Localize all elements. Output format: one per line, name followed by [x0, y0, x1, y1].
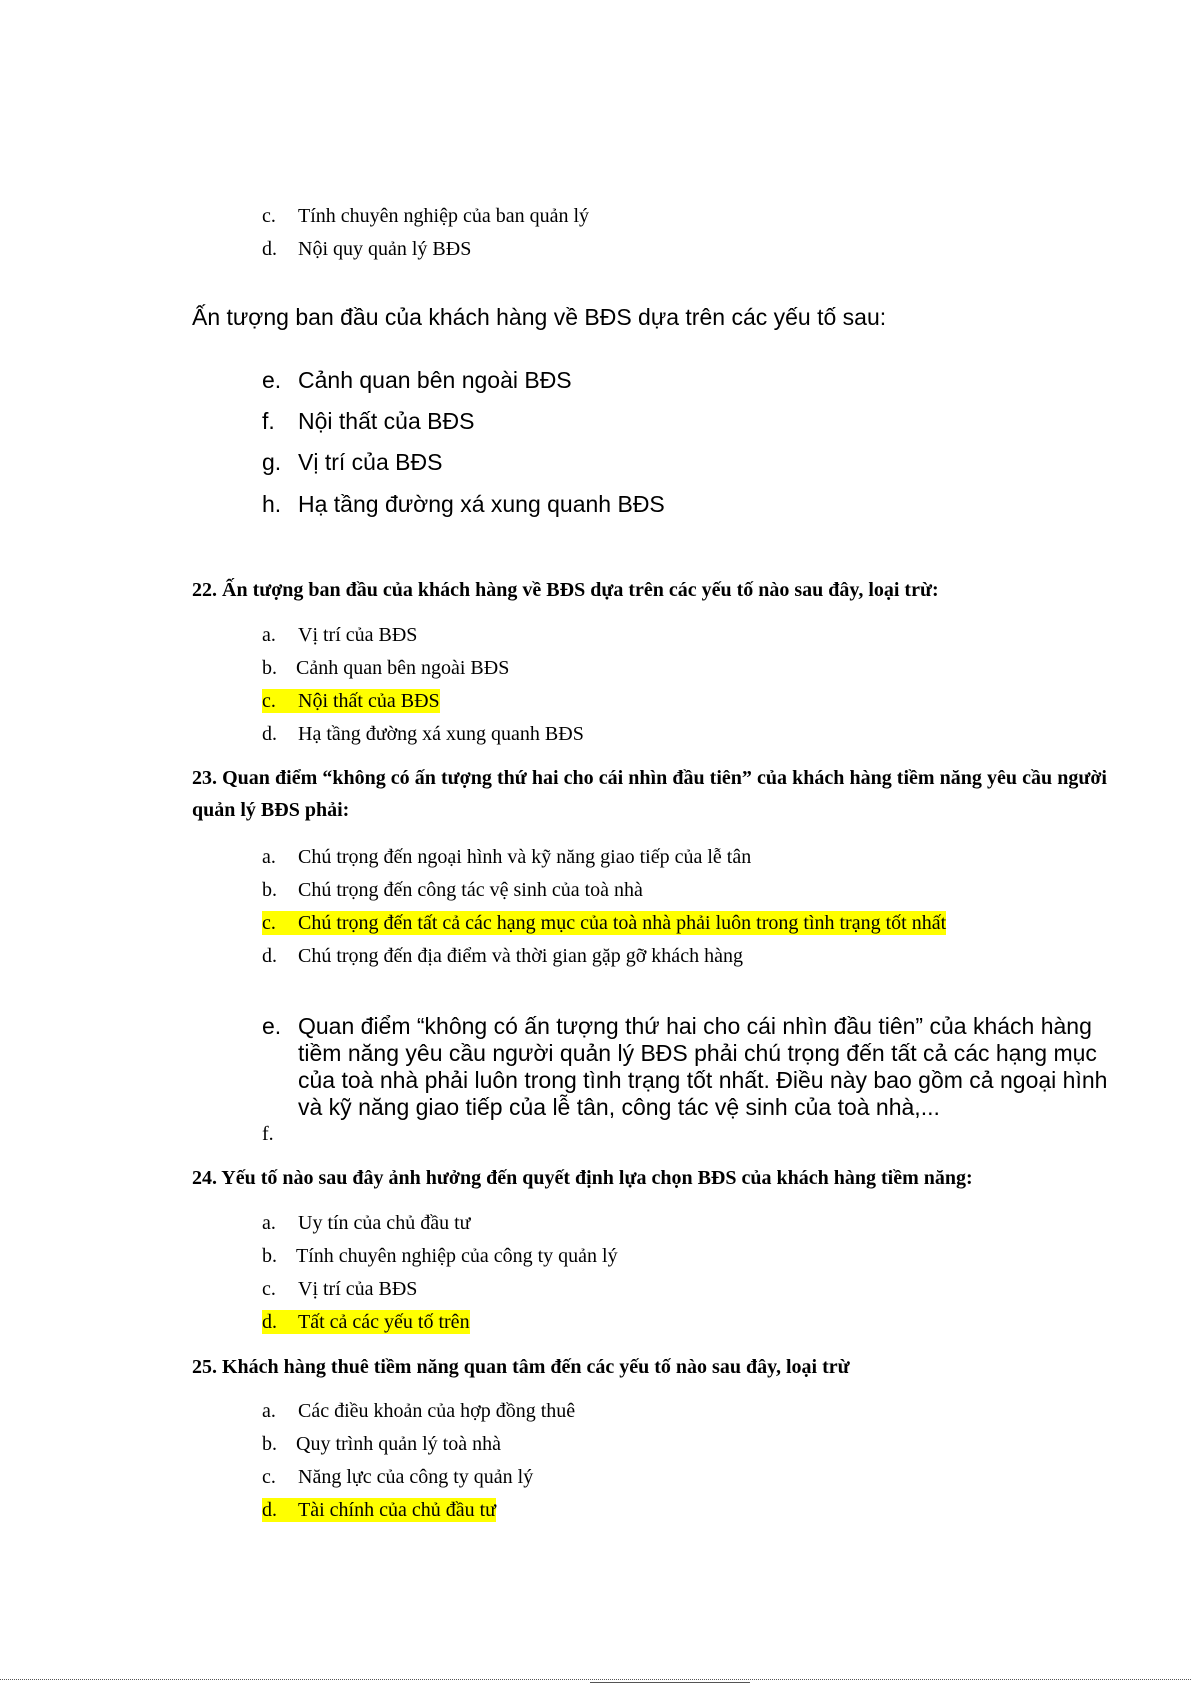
option-text: Nội thất của BĐS: [298, 690, 440, 712]
option-letter: a.: [262, 1212, 276, 1234]
option-letter: d.: [262, 723, 277, 745]
option-letter: d.: [262, 238, 277, 260]
q25-option-a: [262, 1399, 575, 1423]
q24-option-b: [262, 1244, 618, 1268]
option-letter: a.: [262, 846, 276, 868]
option-text: Quy trình quản lý toà nhà: [296, 1433, 501, 1455]
q22-option-d: [262, 722, 584, 746]
option-text: Cảnh quan bên ngoài BĐS: [296, 657, 510, 679]
option-text: Các điều khoản của hợp đồng thuê: [298, 1400, 576, 1422]
note-letter: h.: [262, 491, 282, 517]
option-text: Tính chuyên nghiệp của công ty quản lý: [296, 1245, 618, 1267]
option-text: Uy tín của chủ đầu tư: [298, 1212, 471, 1234]
option-letter: c.: [262, 1278, 276, 1300]
note-item-g: [262, 448, 442, 476]
option-c: [262, 204, 589, 228]
q23-option-c-answer: [262, 911, 946, 935]
question-24: 24. Yếu tố nào sau đây ảnh hưởng đến quyết định lựa chọn BĐS của khách hàng tiềm năng:: [192, 1167, 973, 1189]
option-text: Chú trọng đến địa điểm và thời gian gặp gỡ khách hàng: [298, 945, 743, 967]
option-letter: b.: [262, 657, 277, 679]
option-letter: c.: [262, 205, 276, 227]
option-text: Chú trọng đến công tác vệ sinh của toà nhà: [298, 879, 643, 901]
q22-option-b: [262, 656, 509, 680]
q23-option-a: [262, 845, 751, 869]
q25-option-b: [262, 1432, 501, 1456]
q22-option-a: [262, 623, 417, 647]
note-letter: e.: [262, 367, 282, 393]
option-text: Chú trọng đến ngoại hình và kỹ năng giao tiếp của lễ tân: [298, 846, 752, 868]
q23-option-d: [262, 944, 743, 968]
option-text: Tài chính của chủ đầu tư: [298, 1499, 496, 1521]
q24-option-d-answer: [262, 1310, 470, 1334]
option-text: Vị trí của BĐS: [298, 624, 418, 646]
page-bottom-rule: [0, 1679, 1191, 1680]
option-text: Chú trọng đến tất cả các hạng mục của toà nhà phải luôn trong tình trạng tốt nhất: [298, 912, 947, 934]
q24-option-a: [262, 1211, 470, 1235]
option-letter: c.: [262, 1466, 276, 1488]
note-letter: f.: [262, 408, 275, 434]
question-22: 22. Ấn tượng ban đầu của khách hàng về BĐS dựa trên các yếu tố nào sau đây, loại trừ:: [192, 579, 939, 601]
option-letter: a.: [262, 624, 276, 646]
option-text: Năng lực của công ty quản lý: [298, 1466, 534, 1488]
note-letter: g.: [262, 449, 282, 475]
note-f-letter: f.: [262, 1123, 274, 1145]
note-item-f: [262, 407, 474, 435]
option-letter: d.: [262, 945, 277, 967]
option-text: Nội quy quản lý BĐS: [298, 238, 472, 260]
q24-option-c: [262, 1277, 417, 1301]
option-d: [262, 237, 471, 261]
q23-option-b: [262, 878, 643, 902]
note-text: Vị trí của BĐS: [298, 449, 443, 475]
option-letter: b.: [262, 1245, 277, 1267]
option-text: Hạ tầng đường xá xung quanh BĐS: [298, 723, 584, 745]
option-letter: c.: [262, 912, 276, 934]
note-item-h: [262, 490, 665, 518]
note-text: Hạ tầng đường xá xung quanh BĐS: [298, 491, 665, 517]
note-heading: Ấn tượng ban đầu của khách hàng về BĐS dựa trên các yếu tố sau:: [192, 304, 887, 330]
option-letter: d.: [262, 1499, 277, 1521]
q25-option-d-answer: [262, 1498, 496, 1522]
note-e-letter: e.: [262, 1013, 282, 1039]
note-text: Cảnh quan bên ngoài BĐS: [298, 367, 572, 393]
q25-option-c: [262, 1465, 533, 1489]
note-item-e: [262, 366, 572, 394]
option-text: Tính chuyên nghiệp của ban quản lý: [298, 205, 590, 227]
question-23: 23. Quan điểm “không có ấn tượng thứ hai cho cái nhìn đầu tiên” của khách hàng tiềm năng yêu cầu người quản lý BĐS phải:: [192, 767, 1107, 821]
q22-option-c-answer: [262, 689, 440, 713]
question-25: 25. Khách hàng thuê tiềm năng quan tâm đến các yếu tố nào sau đây, loại trừ: [192, 1356, 850, 1378]
note-text: Nội thất của BĐS: [298, 408, 475, 434]
option-text: Vị trí của BĐS: [298, 1278, 418, 1300]
option-letter: b.: [262, 879, 277, 901]
option-letter: a.: [262, 1400, 276, 1422]
option-letter: b.: [262, 1433, 277, 1455]
option-letter: d.: [262, 1311, 277, 1333]
note-e-paragraph: Quan điểm “không có ấn tượng thứ hai cho cái nhìn đầu tiên” của khách hàng tiềm năng yêu cầu người quản lý BĐS phải chú trọng đến tất cả các hạng mục của toà nhà phải luôn trong tình trạng tốt nhất. Điều này bao gồm cả ngoại hình và kỹ năng giao tiếp của lễ tân, công tác vệ sinh của toà nhà,...: [298, 1013, 1108, 1120]
option-letter: c.: [262, 690, 276, 712]
page-bottom-segment: [590, 1682, 750, 1683]
option-text: Tất cả các yếu tố trên: [298, 1311, 470, 1333]
